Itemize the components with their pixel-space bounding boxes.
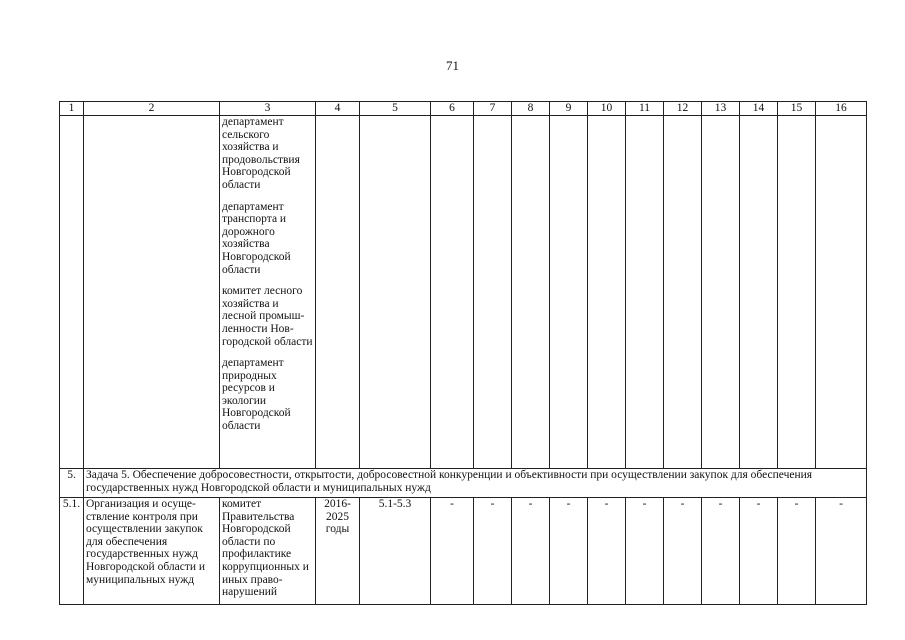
table-cell [550, 116, 588, 469]
table-cell [474, 116, 512, 469]
table-cell [740, 116, 778, 469]
column-header: 14 [740, 102, 778, 116]
item-value: - [588, 498, 626, 605]
header-row [60, 102, 867, 116]
page-number: 71 [446, 58, 459, 73]
table-cell [778, 116, 816, 469]
table-cell [588, 116, 626, 469]
item-value: - [512, 498, 550, 605]
table-row [60, 116, 867, 469]
item-value: - [702, 498, 740, 605]
item-value: - [664, 498, 702, 605]
executor-cell [220, 116, 316, 469]
column-header: 4 [316, 102, 360, 116]
column-header: 12 [664, 102, 702, 116]
table-row [60, 498, 867, 605]
item-value: - [778, 498, 816, 605]
item-value: - [550, 498, 588, 605]
table-cell [816, 116, 867, 469]
organization-name: департамент природных ресурсов и экологии Новгородской области [222, 357, 291, 433]
item-value: - [474, 498, 512, 605]
item-value: - [816, 498, 867, 605]
organization-name: департамент сельского хозяйства и продовольствия Новгородской области [222, 116, 300, 191]
task-text: Задача 5. Обеспечение добросовестности, открытости, добросовестной конкуренции и объективности при осуществлении закупок для обеспечения государственных нужд Новгородской области и муниципальных нужд [84, 469, 867, 498]
column-header: 6 [431, 102, 474, 116]
column-header: 16 [816, 102, 867, 116]
column-header: 11 [626, 102, 664, 116]
column-header: 15 [778, 102, 816, 116]
column-header: 10 [588, 102, 626, 116]
item-period: 2016- 2025 годы [316, 498, 360, 605]
table-cell [664, 116, 702, 469]
table-cell [702, 116, 740, 469]
organization-name: департамент транспорта и дорожного хозяйства Новгородской области [222, 200, 291, 276]
item-value: - [626, 498, 664, 605]
task-number: 5. [60, 469, 84, 498]
item-targets: 5.1-5.3 [360, 498, 431, 605]
table-cell [316, 116, 360, 469]
item-name: Организация и осуще- ствление контроля при осуществлении закупок для обеспечения государственных нужд Новгородской области и муниципальных нужд [84, 498, 220, 605]
item-executor: комитет Правительства Новгородской области по профилактике коррупционных и иных право- нарушений [220, 498, 316, 605]
column-header: 5 [360, 102, 431, 116]
item-value: - [431, 498, 474, 605]
task-row [60, 469, 867, 498]
column-header: 8 [512, 102, 550, 116]
program-table [59, 101, 867, 605]
table-cell [60, 116, 84, 469]
table-cell [512, 116, 550, 469]
column-header: 9 [550, 102, 588, 116]
column-header: 2 [84, 102, 220, 116]
item-value: - [740, 498, 778, 605]
organization-name: комитет лесного хозяйства и лесной промыш- ленности Нов- городской области [222, 285, 313, 348]
column-header: 1 [60, 102, 84, 116]
column-header: 7 [474, 102, 512, 116]
table-cell [626, 116, 664, 469]
table-cell [360, 116, 431, 469]
table-cell [84, 116, 220, 469]
item-number: 5.1. [60, 498, 84, 605]
column-header: 13 [702, 102, 740, 116]
column-header: 3 [220, 102, 316, 116]
table-cell [431, 116, 474, 469]
